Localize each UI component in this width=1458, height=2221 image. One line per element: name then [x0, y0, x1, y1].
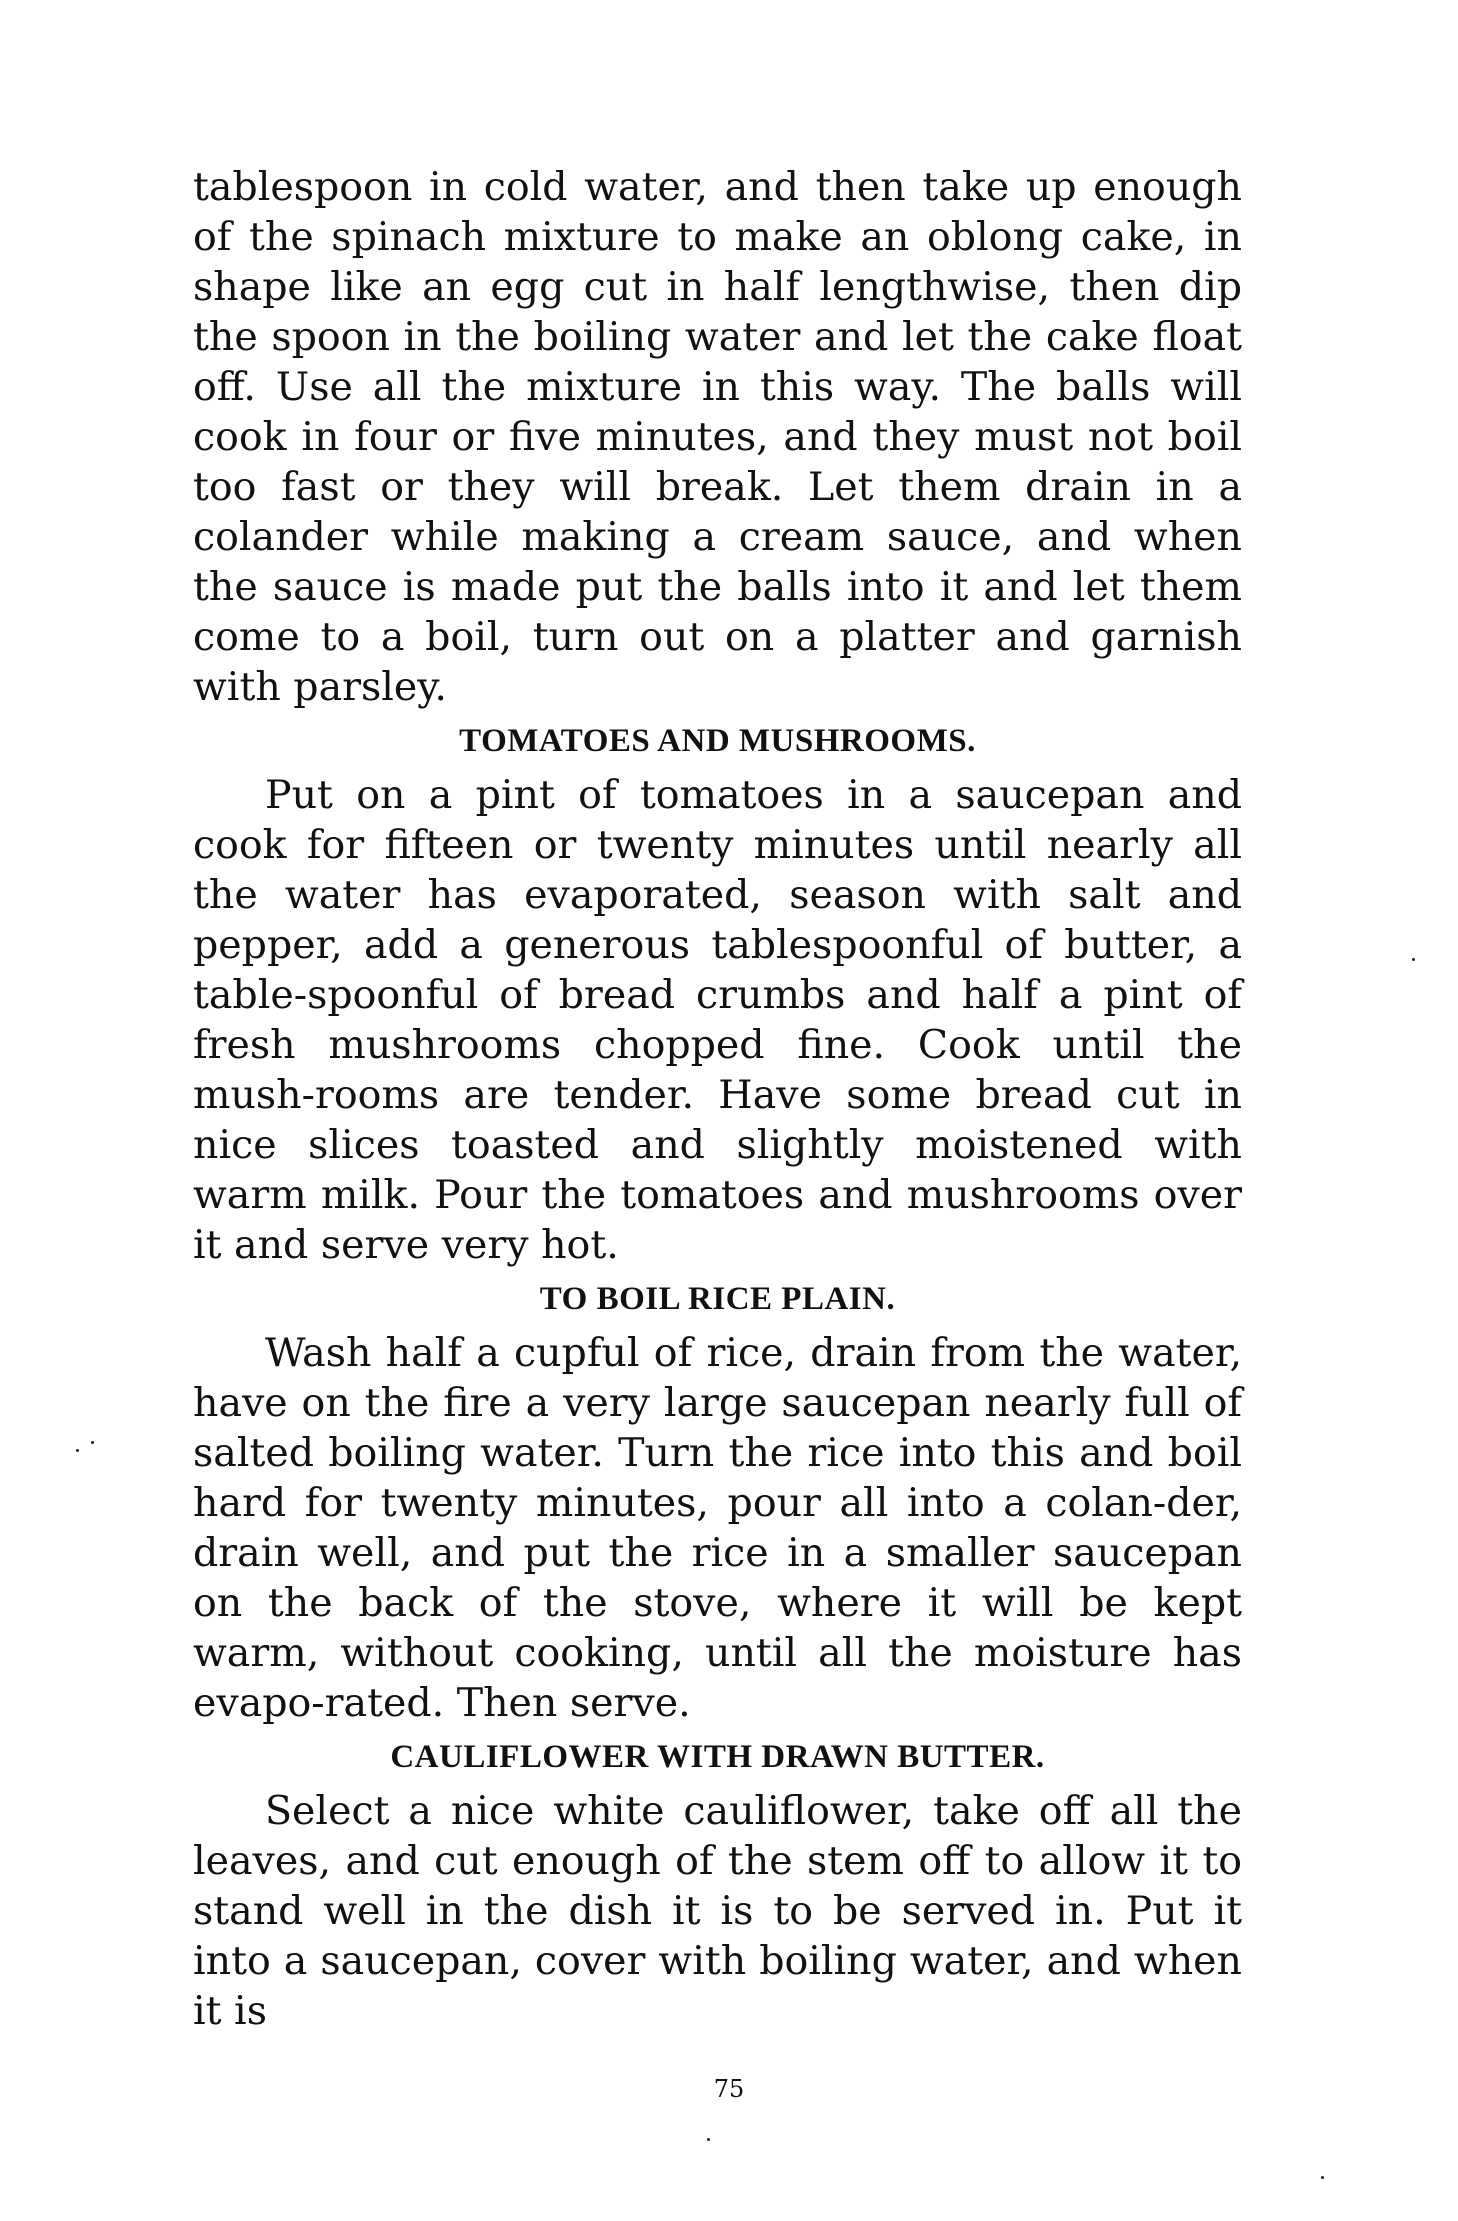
recipe-title-cauliflower-with-drawn-butter: CAULIFLOWER WITH DRAWN BUTTER.: [390, 1739, 1045, 1775]
print-speck: [1412, 958, 1415, 961]
print-speck: [1321, 2176, 1324, 2179]
intro-paragraph: tablespoon in cold water, and then take up enough of the spinach mixture to make an oblong cake, in shape like an egg cut in half lengthwise, then dip the spoon in the boiling water and let the cake float off. Use all the mixture in this way. The balls will cook in four or five minutes, and they must not boil too fast or they will break. Let them drain in a colander while making a cream sauce, and when the sauce is made put the balls into it and let them come to a boil, turn out on a platter and garnish with parsley.: [193, 164, 1242, 710]
recipe-title-tomatoes-and-mushrooms: TOMATOES AND MUSHROOMS.: [459, 723, 976, 759]
recipe-body-cauliflower-with-drawn-butter: Select a nice white cauliflower, take off all the leaves, and cut enough of the stem off to allow it to stand well in the dish it is to be served in. Put it into a saucepan, cover with boiling water, and when it is: [193, 1788, 1242, 2034]
print-speck: [707, 2138, 710, 2141]
page-number: 75: [713, 2075, 745, 2103]
print-speck: [91, 1441, 94, 1444]
recipe-title-boil-rice-plain: TO BOIL RICE PLAIN.: [539, 1281, 896, 1317]
print-speck: [76, 1449, 79, 1452]
recipe-body-tomatoes-and-mushrooms: Put on a pint of tomatoes in a saucepan and cook for fifteen or twenty minutes until nearly all the water has evaporated, season with salt and pepper, add a generous tablespoonful of butter, a table-spoonful of bread crumbs and half a pint of fresh mushrooms chopped fine. Cook until the mush-rooms are tender. Have some bread cut in nice slices toasted and slightly moistened with warm milk. Pour the tomatoes and mushrooms over it and serve very hot.: [193, 772, 1242, 1268]
page-body: [193, 162, 1242, 2036]
recipe-body-boil-rice-plain: Wash half a cupful of rice, drain from the water, have on the fire a very large saucepan nearly full of salted boiling water. Turn the rice into this and boil hard for twenty minutes, pour all into a colan-der, drain well, and put the rice in a smaller saucepan on the back of the stove, where it will be kept warm, without cooking, until all the moisture has evapo-rated. Then serve.: [193, 1330, 1242, 1726]
